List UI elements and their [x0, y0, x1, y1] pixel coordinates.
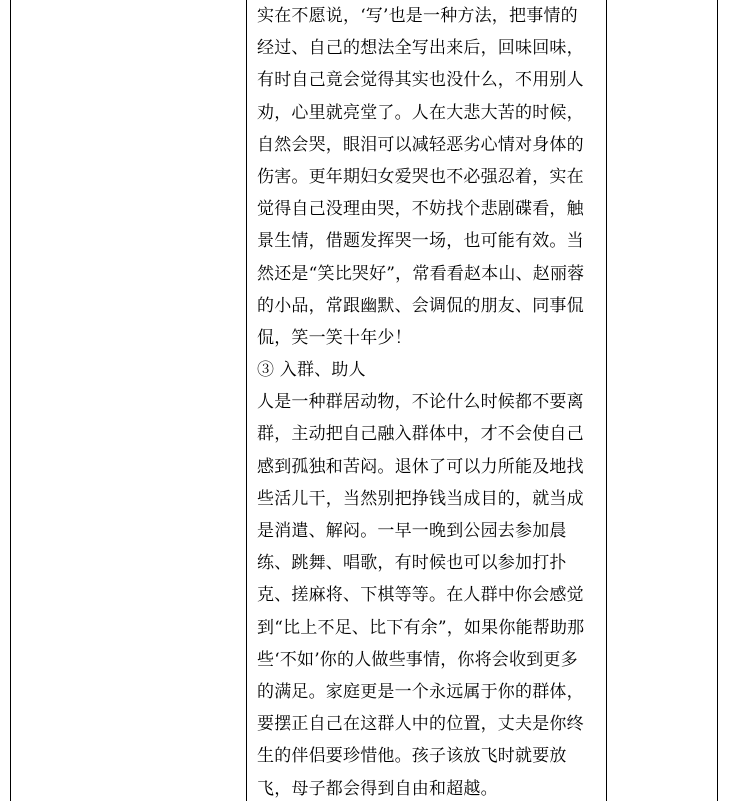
table-cell-left — [10, 0, 246, 801]
text-line: 些‘不如’你的人做些事情，你将会收到更多 — [257, 649, 578, 670]
text-line: 的小品，常跟幽默、会调侃的朋友、同事侃 — [257, 295, 584, 316]
text-line: 自然会哭，眼泪可以减轻恶劣心情对身体的 — [257, 134, 584, 155]
table-cell-right — [607, 0, 718, 801]
text-line: 人是一种群居动物，不论什么时候都不要离 — [257, 392, 584, 413]
text-line: 经过、自己的想法全写出来后，回味回味， — [257, 38, 584, 59]
text-line: 然还是“笑比哭好”，常看看赵本山、赵丽蓉 — [257, 263, 585, 284]
text-line: 觉得自己没理由哭，不妨找个悲剧碟看，触 — [257, 199, 584, 220]
text-line: 练、跳舞、唱歌，有时候也可以参加打扑 — [257, 553, 567, 574]
text-line: 群，主动把自己融入群体中，才不会使自己 — [257, 424, 584, 445]
section-heading: ③ 入群、助人 — [257, 360, 366, 381]
text-line: 生的伴侣要珍惜他。孩子该放飞时就要放 — [257, 746, 567, 767]
text-line: 有时自己竟会觉得其实也没什么，不用别人 — [257, 70, 584, 91]
text-line: 是消遣、解闷。一早一晚到公园去参加晨 — [257, 521, 567, 541]
text-line: 劝，心里就亮堂了。人在大悲大苦的时候， — [257, 102, 584, 123]
text-line: 侃，笑一笑十年少！ — [257, 327, 412, 348]
text-line: 景生情，借题发挥哭一场，也可能有效。当 — [257, 231, 584, 252]
body-text — [257, 0, 605, 805]
text-line: 的满足。家庭更是一个永远属于你的群体， — [257, 681, 584, 702]
text-line: 飞，母子都会得到自由和超越。 — [257, 778, 498, 799]
text-line: 些活儿干，当然别把挣钱当成目的，就当成 — [257, 488, 584, 509]
text-line: 要摆正自己在这群人中的位置，丈夫是你终 — [257, 714, 584, 735]
text-line: 实在不愿说，‘写’也是一种方法，把事情的 — [257, 6, 578, 26]
text-line: 克、搓麻将、下棋等等。在人群中你会感觉 — [257, 585, 584, 606]
text-line: 伤害。更年期妇女爱哭也不必强忍着，实在 — [257, 166, 584, 187]
text-line: 到“比上不足、比下有余”，如果你能帮助那 — [257, 617, 585, 638]
text-line: 感到孤独和苦闷。退休了可以力所能及地找 — [257, 456, 584, 477]
